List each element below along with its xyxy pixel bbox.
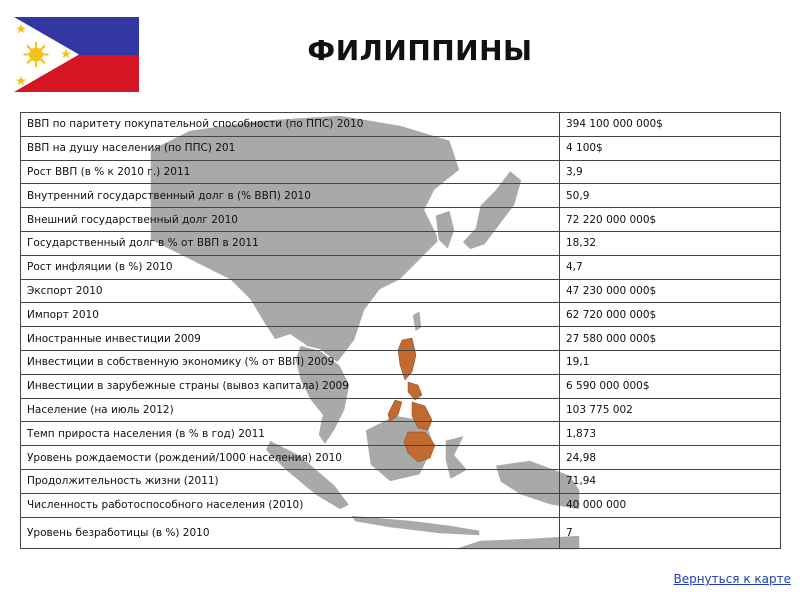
row-label: Инвестиции в зарубежные страны (вывоз капитала) 2009: [21, 374, 560, 398]
row-label: Инвестиции в собственную экономику (% от ВВП) 2009: [21, 350, 560, 374]
row-value: 19,1: [560, 350, 781, 374]
table-row: [21, 469, 781, 493]
row-label: Иностранные инвестиции 2009: [21, 327, 560, 351]
table-row: [21, 374, 781, 398]
row-label: Рост ВВП (в % к 2010 г.) 2011: [21, 160, 560, 184]
row-value: 40 000 000: [560, 493, 781, 517]
row-value: 72 220 000 000$: [560, 208, 781, 232]
row-value: 24,98: [560, 446, 781, 470]
row-label: Численность работоспособного населения (2010): [21, 493, 560, 517]
row-label: Экспорт 2010: [21, 279, 560, 303]
table-row: [21, 493, 781, 517]
row-value: 7: [560, 517, 781, 548]
row-label: Рост инфляции (в %) 2010: [21, 255, 560, 279]
page-title: ФИЛИППИНЫ: [307, 34, 533, 67]
table-row: [21, 327, 781, 351]
row-value: 4,7: [560, 255, 781, 279]
back-to-map-link[interactable]: Вернуться к карте: [673, 572, 791, 586]
table-row: [21, 279, 781, 303]
row-label: Продолжительность жизни (2011): [21, 469, 560, 493]
row-value: 62 720 000 000$: [560, 303, 781, 327]
table-row: [21, 422, 781, 446]
row-label: Население (на июль 2012): [21, 398, 560, 422]
row-value: 1,873: [560, 422, 781, 446]
country-stats-table: [20, 112, 781, 549]
row-label: ВВП по паритету покупательной способности (по ППС) 2010: [21, 113, 560, 137]
table-row: [21, 303, 781, 327]
row-value: 394 100 000 000$: [560, 113, 781, 137]
row-label: Внутренний государственный долг в (% ВВП) 2010: [21, 184, 560, 208]
row-label: Темп прироста населения (в % в год) 2011: [21, 422, 560, 446]
table-row: [21, 184, 781, 208]
table-row: [21, 231, 781, 255]
table-row: [21, 255, 781, 279]
table-row: [21, 160, 781, 184]
row-value: 71,94: [560, 469, 781, 493]
row-value: 4 100$: [560, 136, 781, 160]
table-row: [21, 113, 781, 137]
table-row: [21, 350, 781, 374]
row-value: 50,9: [560, 184, 781, 208]
row-value: 27 580 000 000$: [560, 327, 781, 351]
table-row: [21, 208, 781, 232]
row-label: Государственный долг в % от ВВП в 2011: [21, 231, 560, 255]
row-value: 103 775 002: [560, 398, 781, 422]
table-row: [21, 136, 781, 160]
row-label: Уровень рождаемости (рождений/1000 населения) 2010: [21, 446, 560, 470]
row-value: 6 590 000 000$: [560, 374, 781, 398]
row-value: 18,32: [560, 231, 781, 255]
row-label: ВВП на душу населения (по ППС) 201: [21, 136, 560, 160]
row-value: 47 230 000 000$: [560, 279, 781, 303]
row-label: Внешний государственный долг 2010: [21, 208, 560, 232]
table-row: [21, 446, 781, 470]
row-label: Уровень безработицы (в %) 2010: [21, 517, 560, 548]
table-row: [21, 398, 781, 422]
row-label: Импорт 2010: [21, 303, 560, 327]
table-row: [21, 517, 781, 548]
row-value: 3,9: [560, 160, 781, 184]
